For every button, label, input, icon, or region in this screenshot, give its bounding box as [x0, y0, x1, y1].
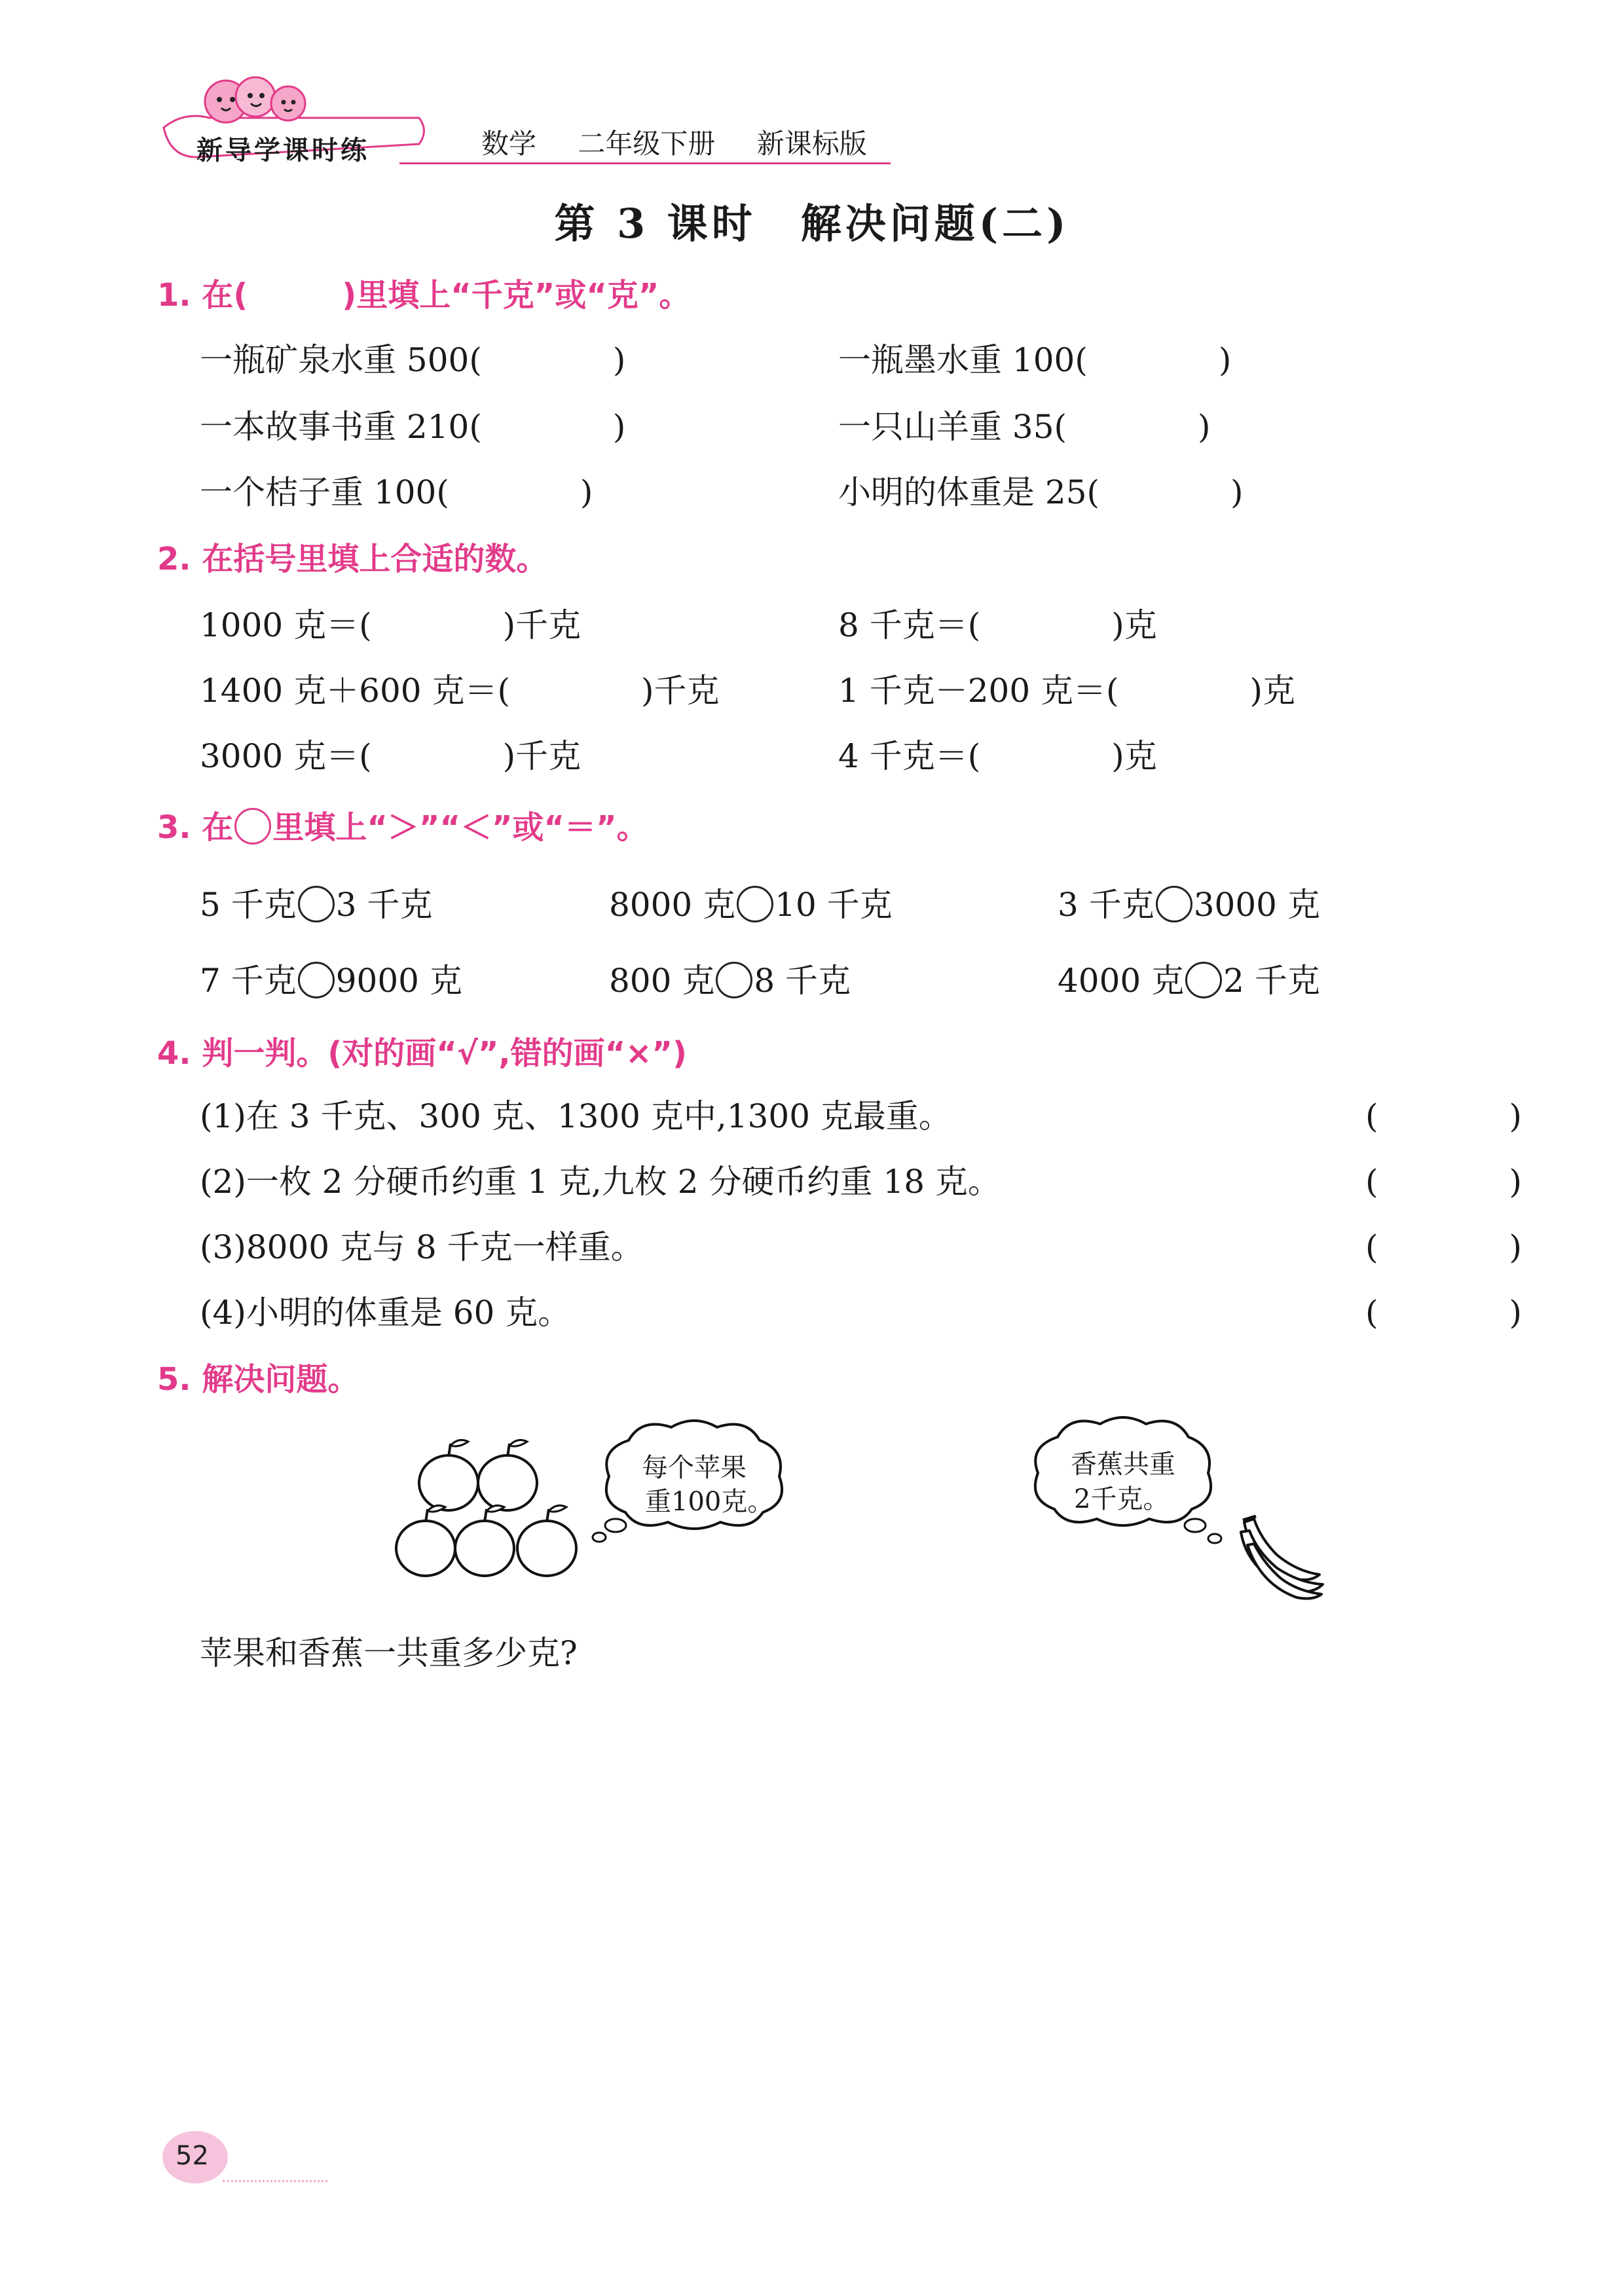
q3-item-4-left: 7 千克: [200, 962, 297, 1000]
banana-bubble-line2: 2千克。: [1074, 1484, 1170, 1514]
q4-item-2: (2)一枚 2 分硬币约重 1 克,九枚 2 分硬币约重 18 克。: [200, 1163, 1001, 1201]
banana-bubble-line1: 香蕉共重: [1071, 1449, 1175, 1480]
q3-item-1: [200, 879, 432, 926]
q1-item-1: 一瓶矿泉水重 500( ): [200, 341, 626, 379]
apple-bubble-line1: 每个苹果: [642, 1453, 747, 1483]
q4-answer-3[interactable]: ( ): [1365, 1228, 1522, 1266]
q2-item-6: 4 千克＝( )克: [838, 737, 1157, 775]
q2-item-5: 3000 克＝( )千克: [200, 737, 581, 775]
q3-title: [157, 802, 648, 847]
q3-title-circle: [234, 808, 271, 845]
q3-item-3-right: 3000 克: [1193, 886, 1320, 924]
compare-circle[interactable]: [298, 886, 335, 922]
q4-answer-1[interactable]: ( ): [1365, 1097, 1522, 1135]
brand-name: 新导学课时练: [196, 135, 369, 166]
compare-circle[interactable]: [298, 962, 335, 998]
q2-title: 2. 在括号里填上合适的数。: [157, 541, 548, 577]
q3-item-6-right: 2 千克: [1223, 962, 1320, 1000]
q3-title-a: 3. 在: [157, 809, 234, 846]
q4-item-1: (1)在 3 千克、300 克、1300 克中,1300 克最重。: [200, 1097, 951, 1135]
header-edition: 新课标版: [756, 128, 867, 160]
page-number: 52: [175, 2141, 209, 2171]
q3-item-2-right: 10 千克: [775, 886, 893, 924]
header-grade: 二年级下册: [578, 128, 716, 160]
q3-item-2-left: 8000 克: [609, 886, 736, 924]
q5-title: 5. 解决问题。: [157, 1361, 360, 1398]
apple-pile-icon: [393, 1427, 602, 1591]
q3-item-6: [1058, 955, 1320, 1002]
q3-item-4-right: 9000 克: [335, 962, 462, 1000]
banana-bunch-icon: [1231, 1506, 1329, 1604]
q3-item-1-left: 5 千克: [200, 886, 297, 924]
header-divider: [399, 162, 891, 164]
q1-item-4: 一只山羊重 35( ): [838, 408, 1211, 446]
header-subject: 数学: [481, 128, 537, 160]
q4-item-4: (4)小明的体重是 60 克。: [200, 1294, 571, 1332]
q3-item-3-left: 3 千克: [1058, 886, 1154, 924]
q1-item-5: 一个桔子重 100( ): [200, 473, 593, 511]
q3-item-5-left: 800 克: [609, 962, 715, 1000]
q3-item-5-right: 8 千克: [754, 962, 851, 1000]
compare-circle[interactable]: [1156, 886, 1192, 922]
q3-item-2: [609, 879, 893, 926]
q3-title-b: 里填上“＞”“＜”或“＝”。: [272, 809, 648, 846]
footer-dots: [223, 2180, 327, 2182]
q1-item-2: 一瓶墨水重 100( ): [838, 341, 1232, 379]
q3-item-1-right: 3 千克: [335, 886, 433, 924]
q2-item-4: 1 千克－200 克＝( )克: [838, 672, 1296, 710]
lesson-title: 第 3 课时 解决问题(二): [554, 200, 1070, 247]
q1-title: 1. 在( )里填上“千克”或“克”。: [157, 277, 691, 314]
compare-circle[interactable]: [1185, 962, 1222, 998]
q4-answer-4[interactable]: ( ): [1365, 1294, 1522, 1332]
q3-item-5: [609, 955, 851, 1002]
q2-item-1: 1000 克＝( )千克: [200, 606, 581, 644]
q1-item-6: 小明的体重是 25( ): [838, 473, 1244, 511]
q4-item-3: (3)8000 克与 8 千克一样重。: [200, 1228, 644, 1266]
q3-item-6-left: 4000 克: [1058, 962, 1185, 1000]
q5-question: 苹果和香蕉一共重多少克?: [200, 1634, 578, 1672]
q4-title: 4. 判一判。(对的画“√”,错的画“×”): [157, 1035, 687, 1072]
compare-circle[interactable]: [716, 962, 752, 998]
apple-bubble-line2: 重100克。: [645, 1487, 774, 1517]
q2-item-3: 1400 克＋600 克＝( )千克: [200, 672, 720, 710]
q2-item-2: 8 千克＝( )克: [838, 606, 1157, 644]
q4-answer-2[interactable]: ( ): [1365, 1163, 1522, 1201]
q3-item-3: [1058, 879, 1320, 926]
header-meta: [481, 122, 900, 162]
q1-item-3: 一本故事书重 210( ): [200, 408, 626, 446]
q3-item-4: [200, 955, 462, 1002]
compare-circle[interactable]: [737, 886, 773, 922]
